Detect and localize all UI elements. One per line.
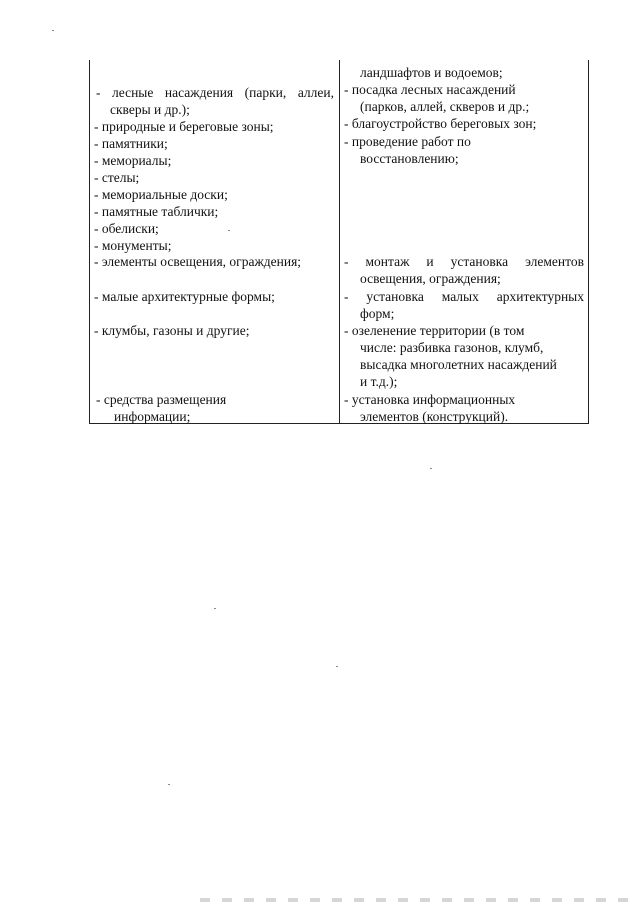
right-line: восстановлению; (360, 151, 459, 166)
left-line: - природные и береговые зоны; (94, 119, 274, 134)
right-line: - благоустройство береговых зон; (344, 116, 537, 131)
right-line: высадка многолетних насаждений (360, 357, 557, 372)
left-line: - памятники; (94, 136, 168, 151)
scan-speck (168, 784, 170, 785)
right-line: числе: разбивка газонов, клумб, (360, 340, 544, 355)
scan-edge-noise (200, 898, 630, 902)
right-line: - установка информационных (344, 392, 516, 407)
left-line: - мемориалы; (94, 153, 172, 168)
right-line: - проведение работ по (344, 134, 471, 149)
right-line: (парков, аллей, скверов и др.; (360, 99, 530, 114)
left-line: - элементы освещения, ограждения; (94, 254, 302, 269)
left-line: - клумбы, газоны и другие; (94, 323, 250, 338)
left-line: - мемориальные доски; (94, 187, 228, 202)
left-line: - лесные насаждения (парки, аллеи, (96, 85, 334, 100)
right-line: - посадка лесных насаждений (344, 82, 516, 97)
right-line: ландшафтов и водоемов; (360, 65, 503, 80)
left-line: - средства размещения (96, 392, 227, 407)
left-line: - малые архитектурные формы; (94, 289, 275, 304)
right-line: форм; (360, 306, 395, 321)
scan-speck (430, 468, 432, 469)
scan-speck (214, 608, 216, 609)
document-table (89, 60, 589, 424)
right-line: элементов (конструкций). (360, 409, 509, 424)
scan-speck (336, 666, 338, 667)
right-line: - установка малых архитектурных (344, 289, 584, 304)
scan-speck (228, 230, 230, 231)
left-line: - памятные таблички; (94, 204, 219, 219)
left-line: информации; (114, 409, 191, 424)
scan-speck (52, 30, 54, 31)
right-line: и т.д.); (360, 374, 398, 389)
right-line: - монтаж и установка элементов (344, 254, 584, 269)
left-line: - монументы; (94, 238, 172, 253)
column-divider (339, 60, 340, 423)
left-line: - стелы; (94, 170, 140, 185)
right-line: - озеленение территории (в том (344, 323, 525, 338)
left-line: - обелиски; (94, 221, 159, 236)
left-line: скверы и др.); (110, 102, 190, 117)
right-line: освещения, ограждения; (360, 271, 501, 286)
